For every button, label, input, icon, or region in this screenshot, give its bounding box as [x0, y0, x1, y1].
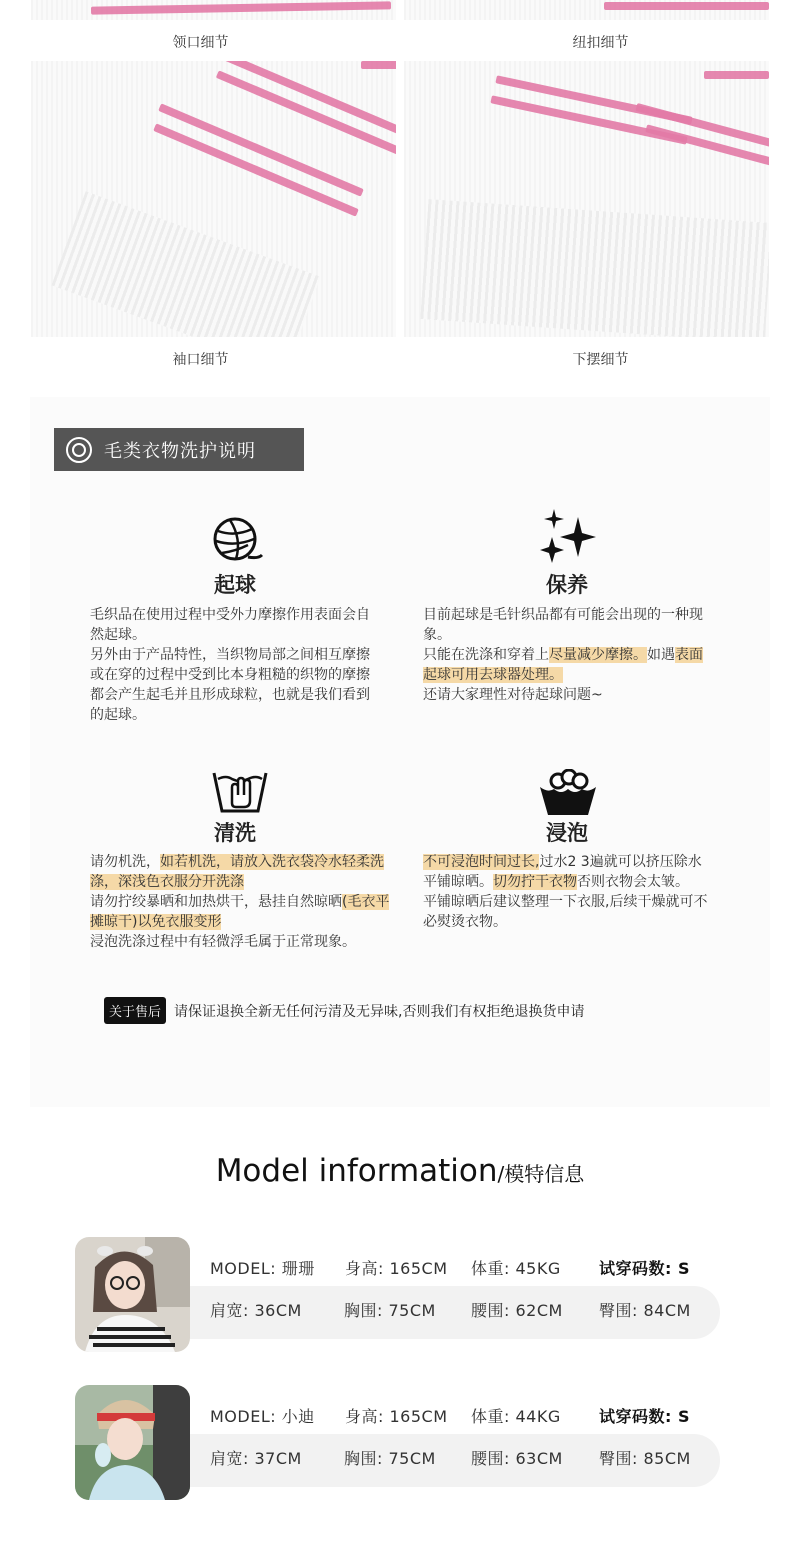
soaking-title: 浸泡	[546, 821, 588, 845]
soaking-line-1b: 过水2 3遍就可以挤压除水平铺晾晒。	[423, 854, 702, 890]
model-shoulder: 肩宽: 36CM	[210, 1300, 302, 1320]
maintenance-line-2	[423, 645, 713, 685]
caption-cuff: 袖口细节	[172, 352, 229, 368]
hand-wash-icon	[210, 765, 270, 815]
soaking-line-1c: 否则衣物会太皱。	[577, 874, 689, 890]
caption-hem: 下摆细节	[572, 352, 629, 368]
maintenance-line-2a: 只能在洗涤和穿着上	[423, 647, 549, 663]
care-header	[54, 428, 304, 471]
model-card-2	[75, 1385, 720, 1500]
washing-line-2a: 请勿拧绞暴晒和加热烘干，悬挂自然晾晒	[90, 894, 342, 910]
model-height: 身高: 165CM	[345, 1406, 448, 1426]
washing-line-3: 浸泡洗涤过程中有轻微浮毛属于正常现象。	[90, 934, 356, 950]
pilling-line-2: 另外由于产品特性，当织物局部之间相互摩擦或在穿的过程中受到比本身粗糙的织物的摩擦都会产生起毛并且形成球粒，也就是我们看到的起球。	[90, 647, 370, 723]
model-name: MODEL: 珊珊	[210, 1258, 315, 1278]
pilling-title: 起球	[214, 573, 256, 597]
sparkle-icon	[540, 507, 600, 565]
model-chest: 胸围: 75CM	[344, 1448, 436, 1468]
model-row-2	[210, 1445, 730, 1469]
model-size: 试穿码数: S	[599, 1258, 690, 1278]
model-size: 试穿码数: S	[599, 1406, 690, 1426]
model-chest: 胸围: 75CM	[344, 1300, 436, 1320]
model-waist: 腰围: 62CM	[471, 1300, 563, 1320]
maintenance-text	[423, 605, 713, 705]
model-height: 身高: 165CM	[345, 1258, 448, 1278]
after-sale-note	[104, 997, 584, 1024]
model-name: MODEL: 小迪	[210, 1406, 315, 1426]
model-title-en: Model information	[215, 1153, 498, 1189]
model-row-1	[210, 1403, 730, 1427]
washing-title: 清洗	[214, 821, 256, 845]
cuff-photo	[31, 61, 396, 337]
washing-line-1a: 请勿机洗，	[90, 854, 160, 870]
maintenance-title: 保养	[546, 573, 588, 597]
pilling-text	[90, 605, 380, 725]
model-hip: 臀围: 84CM	[599, 1300, 691, 1320]
soaking-line-2: 平铺晾晒后建议整理一下衣服,后续干燥就可不必熨烫衣物。	[423, 894, 708, 930]
model-weight: 体重: 45KG	[471, 1258, 561, 1278]
model-row-2	[210, 1297, 730, 1321]
soaking-line-1	[423, 852, 713, 892]
model-title-zh: /模特信息	[497, 1162, 585, 1186]
care-badge-icon	[66, 437, 92, 463]
model-avatar-1	[75, 1237, 190, 1352]
soak-basin-icon	[538, 769, 598, 819]
button-photo	[404, 0, 769, 20]
maintenance-highlight-2: 表面起球可用去球器处理。	[423, 647, 703, 683]
model-hip: 臀围: 85CM	[599, 1448, 691, 1468]
care-header-title: 毛类衣物洗护说明	[104, 440, 256, 462]
caption-button: 纽扣细节	[572, 35, 629, 51]
model-info-title	[0, 1153, 800, 1189]
model-row-1	[210, 1255, 730, 1279]
maintenance-highlight-1: 尽量减少摩擦。	[549, 647, 647, 663]
washing-line-1	[90, 852, 390, 892]
model-card-1	[75, 1237, 720, 1352]
neckline-photo	[31, 0, 396, 20]
maintenance-line-3: 还请大家理性对待起球问题~	[423, 687, 603, 703]
yarn-ball-icon	[208, 515, 268, 565]
soaking-highlight-2: 切勿拧干衣物	[493, 874, 577, 890]
maintenance-line-1: 目前起球是毛针织品都有可能会出现的一种现象。	[423, 607, 703, 643]
soaking-text	[423, 852, 713, 932]
model-weight: 体重: 44KG	[471, 1406, 561, 1426]
washing-highlight-2: (毛衣平摊晾干)以免衣服变形	[90, 894, 390, 930]
washing-line-2	[90, 892, 390, 932]
soaking-highlight-1: 不可浸泡时间过长,	[423, 854, 540, 870]
model-shoulder: 肩宽: 37CM	[210, 1448, 302, 1468]
washing-highlight-1: 如若机洗，请放入洗衣袋冷水轻柔洗涤，深浅色衣服分开洗涤	[90, 854, 384, 890]
caption-neckline: 领口细节	[172, 35, 229, 51]
after-sale-message: 请保证退换全新无任何污清及无异味,否则我们有权拒绝退换货申请	[174, 1003, 585, 1020]
maintenance-line-2b: 如遇	[647, 647, 675, 663]
after-sale-badge: 关于售后	[104, 997, 166, 1024]
hem-photo	[404, 61, 769, 337]
model-waist: 腰围: 63CM	[471, 1448, 563, 1468]
pilling-line-1: 毛织品在使用过程中受外力摩擦作用表面会自然起球。	[90, 607, 370, 643]
care-instructions-panel	[30, 397, 770, 1107]
washing-text	[90, 852, 390, 952]
model-avatar-2	[75, 1385, 190, 1500]
